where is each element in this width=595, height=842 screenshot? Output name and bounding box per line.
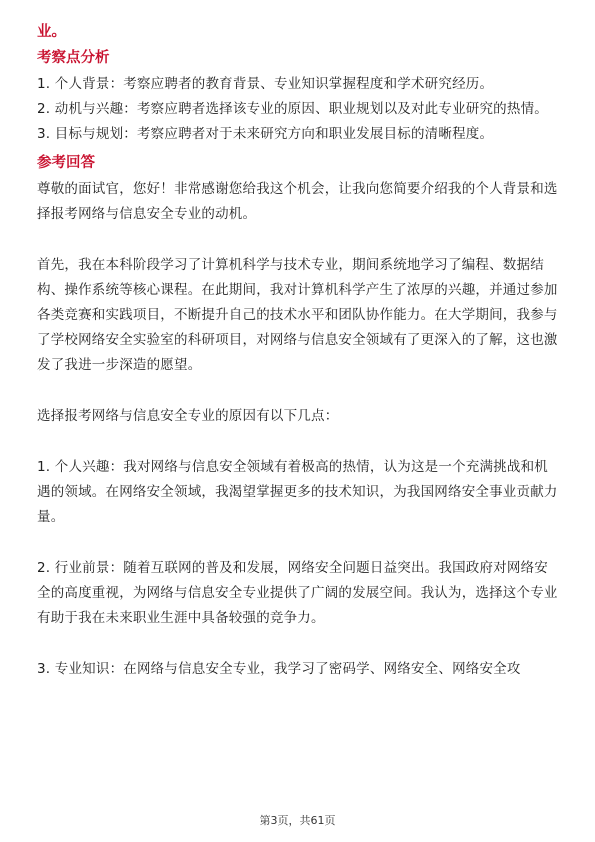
analysis-item-3: 3. 目标与规划：考察应聘者对于未来研究方向和职业发展目标的清晰程度。 xyxy=(37,126,494,142)
answer-title: 参考回答 xyxy=(37,155,95,171)
answer-paragraph-3: 选择报考网络与信息安全专业的原因有以下几点： xyxy=(37,408,339,424)
analysis-item-1: 1. 个人背景：考察应聘者的教育背景、专业知识掌握程度和学术研究经历。 xyxy=(37,76,494,92)
answer-paragraph-2: 首先，我在本科阶段学习了计算机科学与技术专业，期间系统地学习了编程、数据结构、操作系统等核心课程。在此期间，我对计算机科学产生了浓厚的兴趣，并通过参加各类竞赛和实践项目，不断提升自己的技术水平和团队协作能力。在大学期间，我参与了学校网络安全实验室的科研项目，对网络与信息安全领域有了更深入的了解，这也激发了我进一步深造的愿望。 xyxy=(37,257,558,373)
answer-paragraph-4: 1. 个人兴趣：我对网络与信息安全领域有着极高的热情，认为这是一个充满挑战和机遇的领域。在网络安全领域，我渴望掌握更多的技术知识，为我国网络安全事业贡献力量。 xyxy=(37,459,558,525)
document-page xyxy=(37,22,561,682)
answer-paragraph-6: 3. 专业知识：在网络与信息安全专业，我学习了密码学、网络安全、网络安全攻 xyxy=(37,661,521,677)
answer-paragraph-1: 尊敬的面试官，您好！非常感谢您给我这个机会，让我向您简要介绍我的个人背景和选择报考网络与信息安全专业的动机。 xyxy=(37,181,558,222)
analysis-title: 考察点分析 xyxy=(37,50,110,66)
page-number-footer: 第3页，共61页 xyxy=(259,814,336,827)
answer-paragraph-5: 2. 行业前景：随着互联网的普及和发展，网络安全问题日益突出。我国政府对网络安全的高度重视，为网络与信息安全专业提供了广阔的发展空间。我认为，选择这个专业有助于我在未来职业生涯中具备较强的竞争力。 xyxy=(37,560,558,626)
continuation-heading: 业。 xyxy=(37,24,66,40)
analysis-item-2: 2. 动机与兴趣：考察应聘者选择该专业的原因、职业规划以及对此专业研究的热情。 xyxy=(37,101,548,117)
